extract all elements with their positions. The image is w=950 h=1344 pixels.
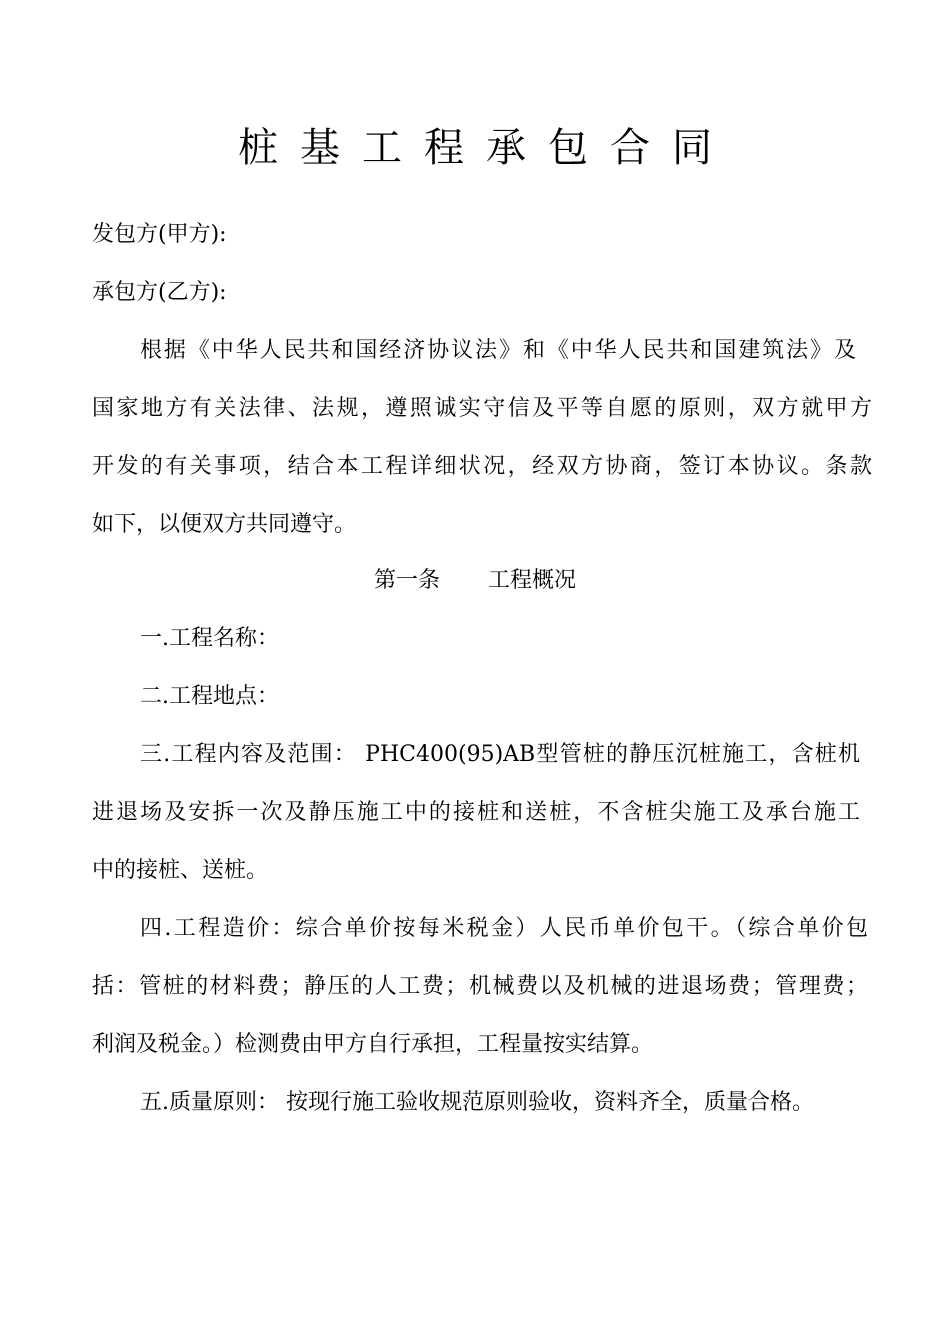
article-1-title: 工程概况 (488, 568, 577, 593)
party-b-line: 承包方(乙方): (92, 280, 227, 305)
item-project-name: 一.工程名称： (140, 626, 279, 651)
preamble-line-3: 开发的有关事项，结合本工程详细状况，经双方协商，签订本协议。条款 (92, 454, 872, 479)
article-1-number: 第一条 (373, 568, 440, 593)
item-price-line-1: 四.工程造价：综合单价按每米税金）人民币单价包干。（综合单价包 (140, 916, 868, 941)
item-price-line-2: 括：管桩的材料费；静压的人工费；机械费以及机械的进退场费；管理费； (92, 974, 868, 999)
item-quality: 五.质量原则： 按现行施工验收规范原则验收，资料齐全，质量合格。 (140, 1090, 814, 1115)
item-scope-line-3: 中的接桩、送桩。 (92, 858, 269, 883)
item-price-line-3: 利润及税金。）检测费由甲方自行承担，工程量按实结算。 (92, 1032, 654, 1057)
document-title: 桩基工程承包合同 (238, 125, 734, 171)
preamble-line-4: 如下，以便双方共同遵守。 (92, 512, 357, 537)
preamble-line-1: 根据《中华人民共和国经济协议法》和《中华人民共和国建筑法》及 (140, 338, 856, 363)
item-scope-line-2: 进退场及安拆一次及静压施工中的接桩和送桩，不含桩尖施工及承台施工 (92, 800, 860, 825)
preamble-line-2: 国家地方有关法律、法规，遵照诚实守信及平等自愿的原则，双方就甲方 (92, 396, 872, 421)
party-a-line: 发包方(甲方): (92, 222, 227, 247)
item-scope-line-1: 三.工程内容及范围： PHC400(95)AB型管桩的静压沉桩施工，含桩机 (140, 742, 860, 767)
article-1-heading (0, 566, 950, 596)
item-project-location: 二.工程地点： (140, 684, 279, 709)
